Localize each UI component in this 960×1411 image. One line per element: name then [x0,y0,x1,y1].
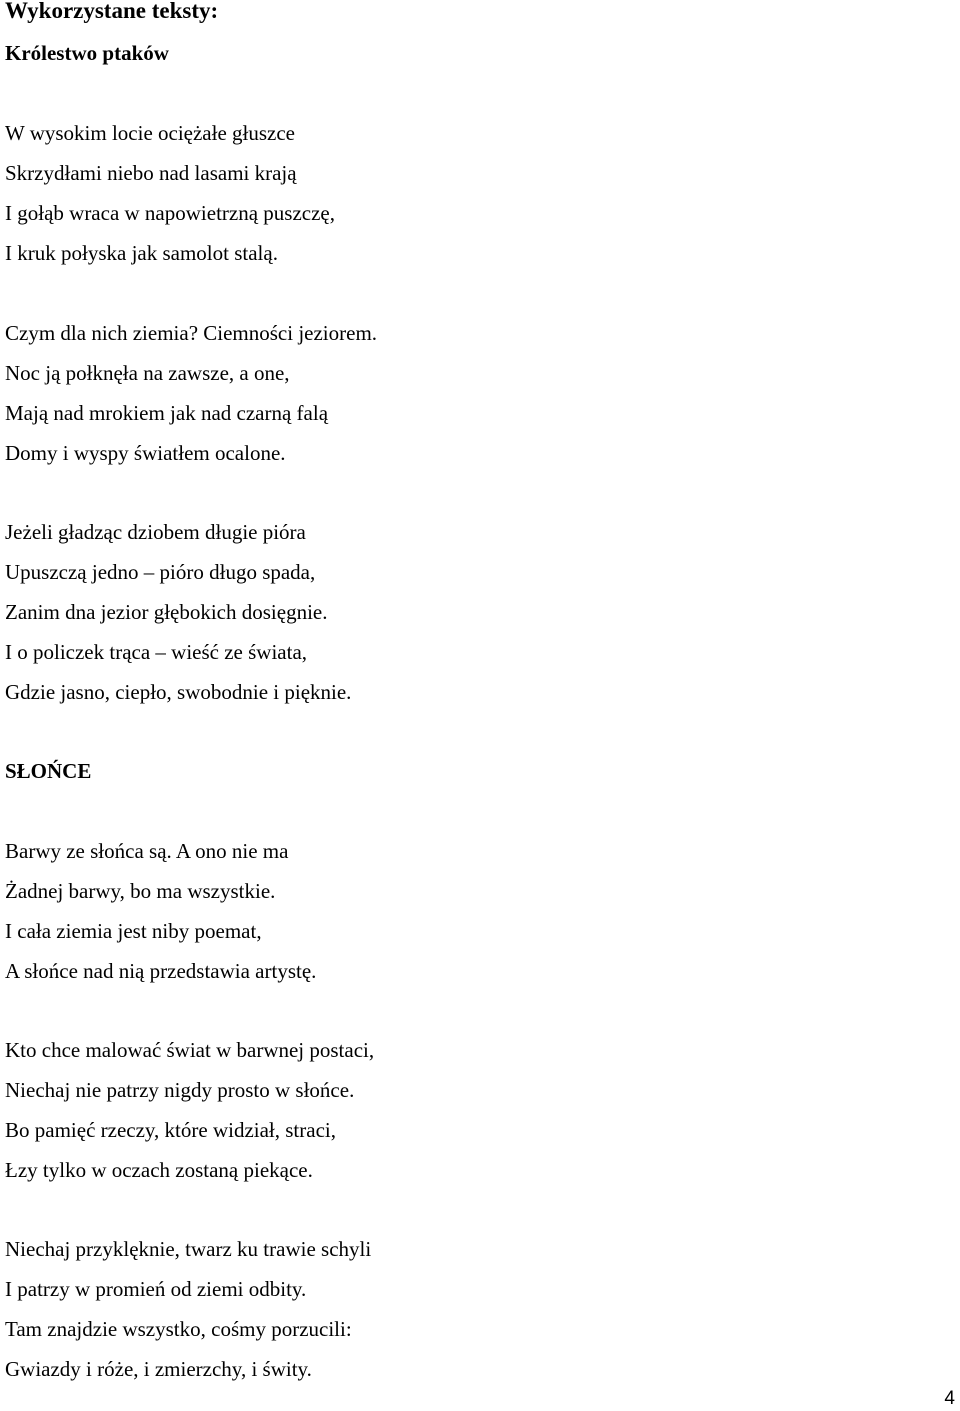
poem1-stanza3-line4: I o policzek trąca – wieść ze świata, [5,640,308,664]
poem1-stanza3-line1: Jeżeli gładząc dziobem długie pióra [5,520,306,544]
poem2-stanza3-line2: I patrzy w promień od ziemi odbity. [5,1277,307,1301]
poem2-stanza2-line2: Niechaj nie patrzy nigdy prosto w słońce. [5,1078,355,1102]
poem2-stanza1-line1: Barwy ze słońca są. A ono nie ma [5,839,289,863]
poem1-stanza2-line2: Noc ją połknęła na zawsze, a one, [5,361,290,385]
poem1-stanza2-line1: Czym dla nich ziemia? Ciemności jeziorem. [5,321,378,345]
poem-title-krolestwo-ptakow: Królestwo ptaków [5,41,169,65]
poem2-stanza3-line1: Niechaj przyklęknie, twarz ku trawie schyli [5,1237,372,1261]
poem2-stanza3-line4: Gwiazdy i róże, i zmierzchy, i świty. [5,1357,312,1381]
poem1-stanza2-line3: Mają nad mrokiem jak nad czarną falą [5,401,329,425]
poem2-stanza2-line4: Łzy tylko w oczach zostaną piekące. [5,1158,313,1182]
document-heading: Wykorzystane teksty: [5,0,219,23]
poem1-stanza1-line4: I kruk połyska jak samolot stalą. [5,241,278,265]
poem1-stanza1-line1: W wysokim locie ociężałe głuszce [5,121,296,145]
poem2-stanza2-line1: Kto chce malować świat w barwnej postaci, [5,1038,375,1062]
poem2-stanza3-line3: Tam znajdzie wszystko, cośmy porzucili: [5,1317,352,1341]
poem1-stanza1-line3: I gołąb wraca w napowietrzną puszczę, [5,201,336,225]
poem2-stanza1-line3: I cała ziemia jest niby poemat, [5,919,262,943]
page-number: 4 [944,1388,955,1409]
poem1-stanza3-line2: Upuszczą jedno – pióro długo spada, [5,560,316,584]
poem1-stanza3-line3: Zanim dna jezior głębokich dosięgnie. [5,600,328,624]
poem1-stanza1-line2: Skrzydłami niebo nad lasami krają [5,161,297,185]
poem-title-slonce: SŁOŃCE [5,759,92,783]
poem2-stanza2-line3: Bo pamięć rzeczy, które widział, straci, [5,1118,336,1142]
poem1-stanza2-line4: Domy i wyspy światłem ocalone. [5,441,286,465]
poem2-stanza1-line4: A słońce nad nią przedstawia artystę. [5,959,317,983]
poem1-stanza3-line5: Gdzie jasno, ciepło, swobodnie i pięknie. [5,680,352,704]
poem2-stanza1-line2: Żadnej barwy, bo ma wszystkie. [5,879,276,903]
